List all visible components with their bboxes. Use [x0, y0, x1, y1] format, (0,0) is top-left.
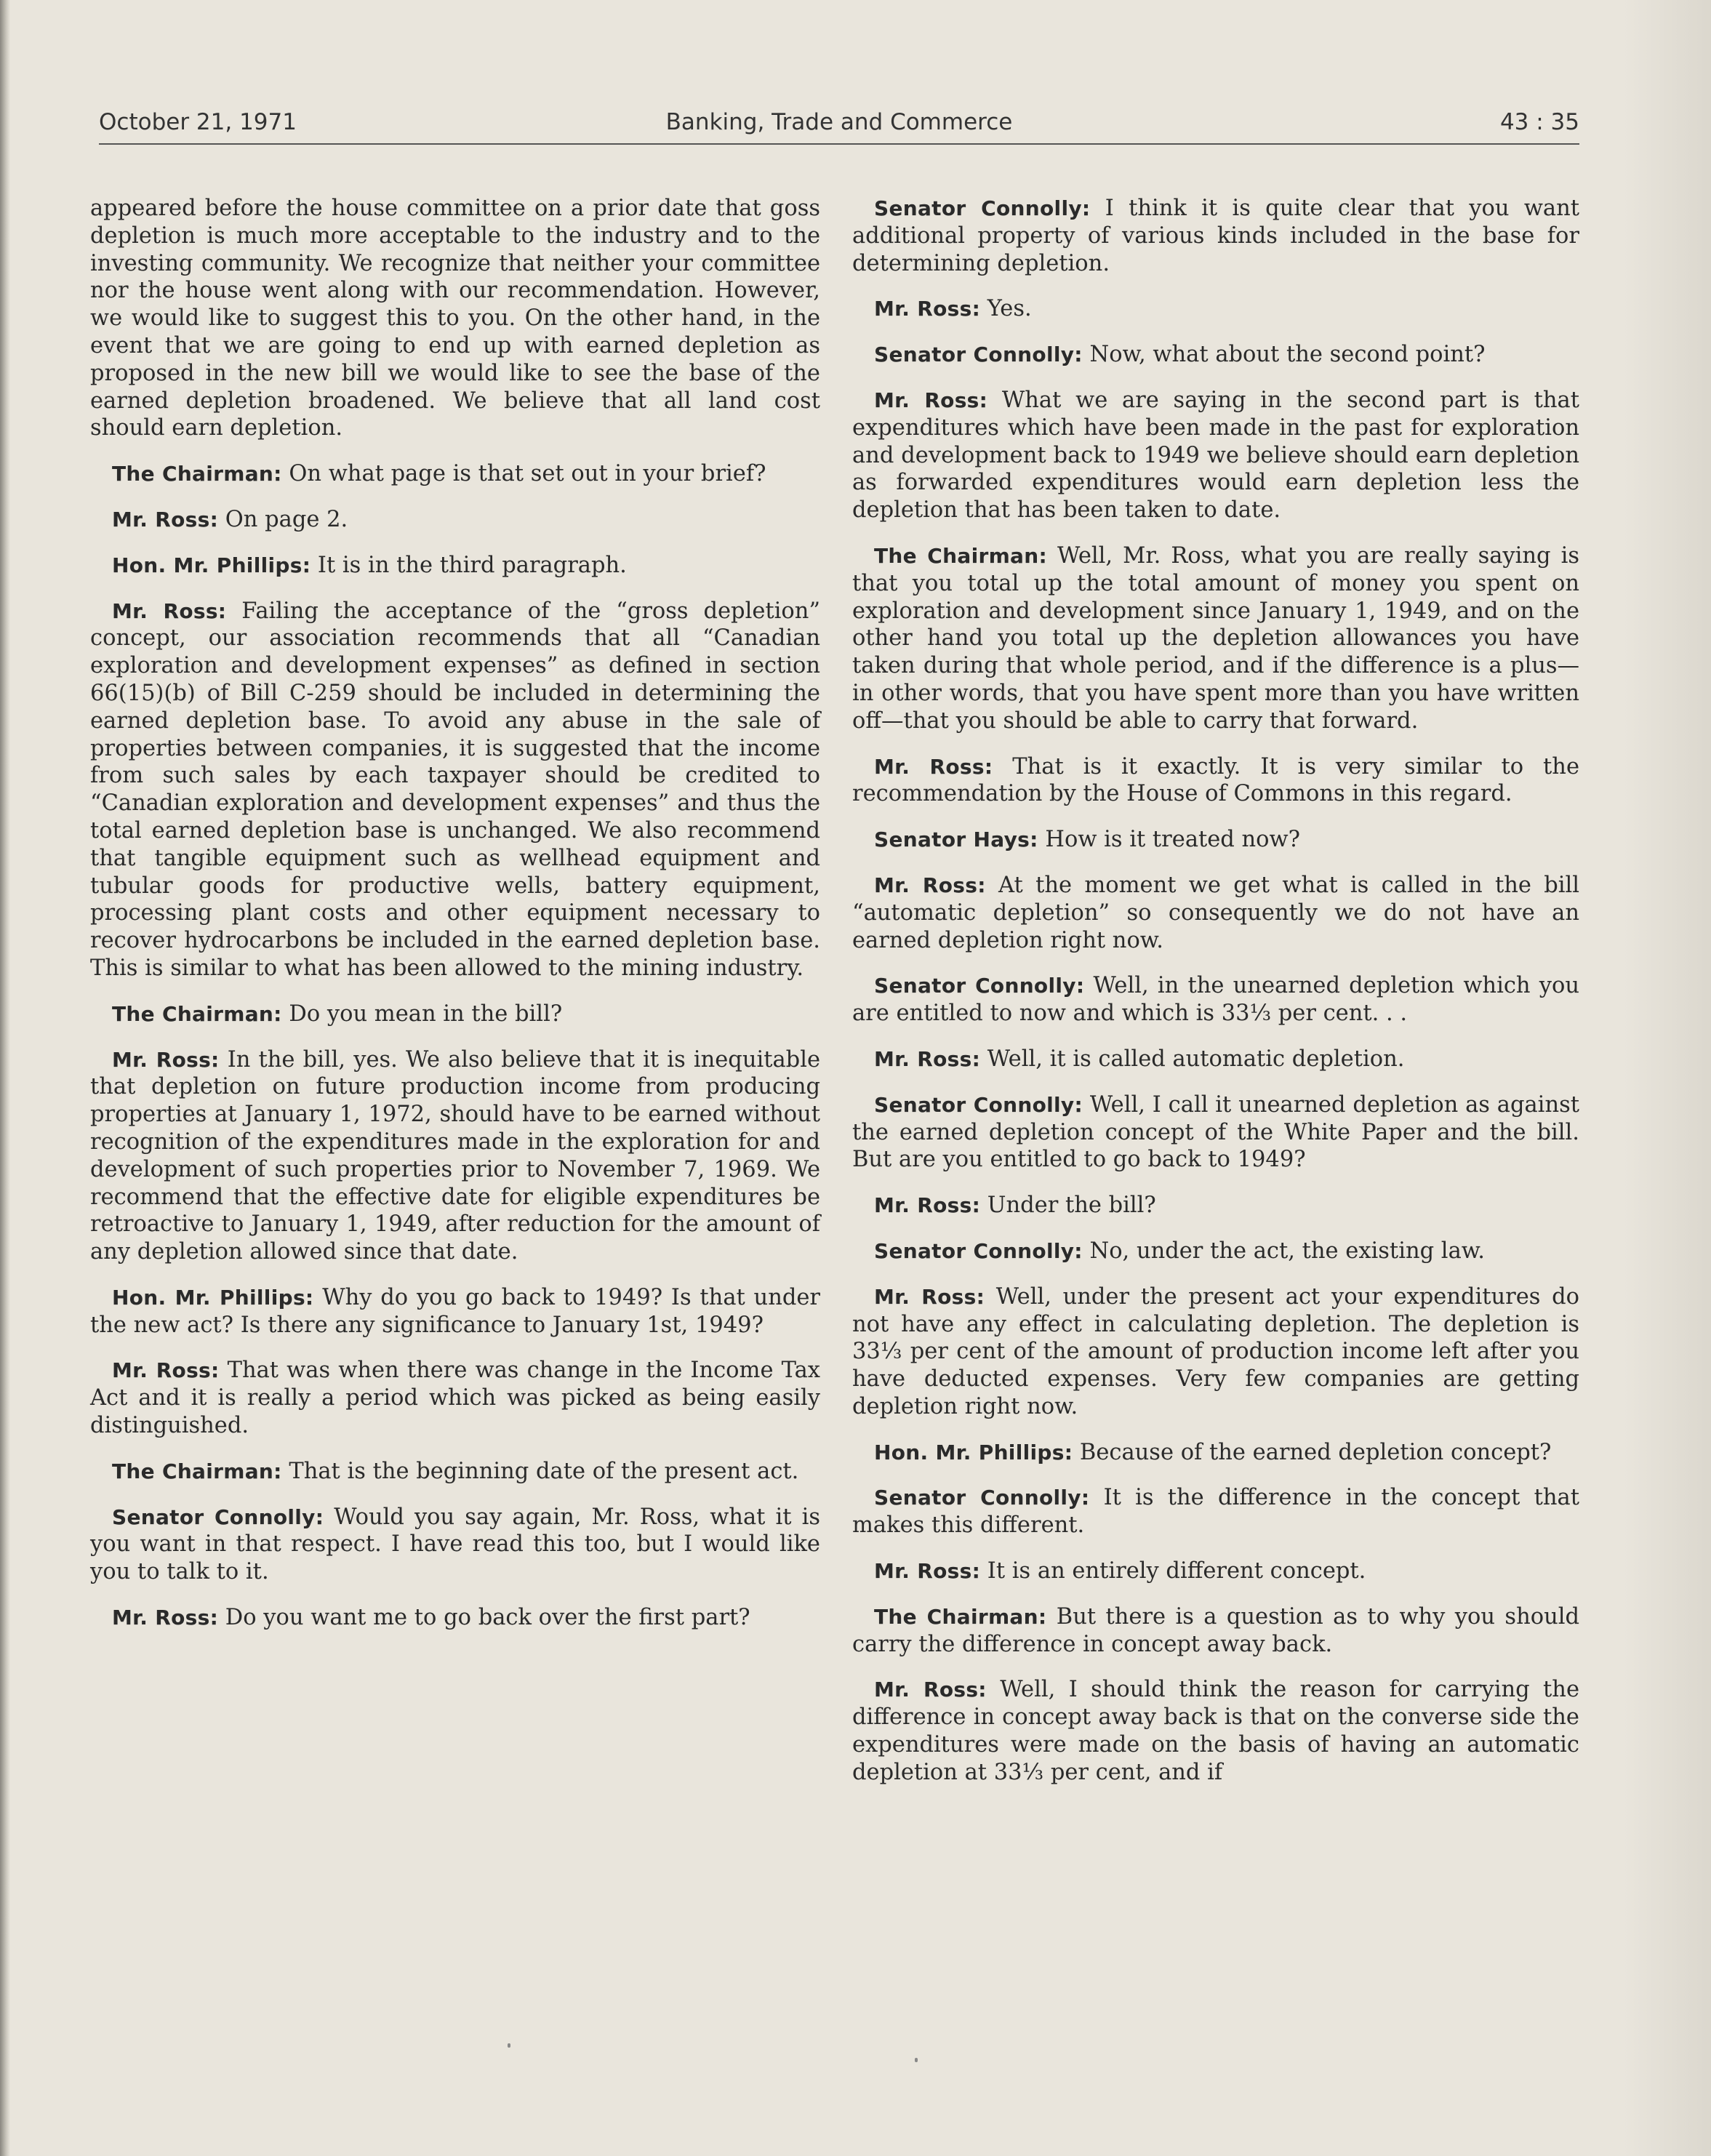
speech-text: Now, what about the second point?: [1089, 342, 1486, 368]
speaker-name: Senator Connolly:: [874, 1486, 1090, 1510]
speech-text: Well, it is called automatic depletion.: [987, 1046, 1405, 1072]
speech-text: Well, under the present act your expenditures do not have any effect in calculating depletion. The depletion is 33⅓ per cent of the amount of production income left after you have deducted expenses. Very few companies are getting depletion right now.: [852, 1283, 1580, 1419]
speech-text: On what page is that set out in your brief?: [289, 461, 766, 487]
speech-text: Yes.: [987, 296, 1032, 322]
speech-text: It is the difference in the concept that makes this different.: [852, 1485, 1580, 1539]
transcript-paragraph: [90, 195, 820, 442]
transcript-paragraph: [852, 1484, 1579, 1539]
speaker-name: Senator Connolly:: [874, 1092, 1083, 1117]
speaker-name: Mr. Ross:: [874, 1046, 981, 1071]
transcript-paragraph: [852, 972, 1579, 1027]
transcript-paragraph: [90, 1604, 820, 1632]
speaker-name: Senator Connolly:: [874, 974, 1085, 998]
transcript-paragraph: [90, 1458, 820, 1486]
transcript-paragraph: [90, 1357, 820, 1439]
speaker-name: Mr. Ross:: [874, 1678, 987, 1702]
speaker-name: Mr. Ross:: [874, 754, 993, 779]
speech-text: appeared before the house committee on a prior date that goss depletion is much more acceptable to the industry and to the investing community. We recognize that neither your committee nor the house went along with our recommendation. However, we would like to suggest this to you. On the other hand, in the event that we are going to end up with earned depletion as proposed in the new bill we would like to see the base of the earned depletion broadened. We believe that all land cost should earn depletion.: [90, 196, 820, 441]
running-header: [99, 109, 1579, 143]
transcript-paragraph: [90, 460, 820, 488]
header-date: October 21, 1971: [99, 109, 297, 135]
speech-text: In the bill, yes. We also believe that it is inequitable that depletion on future production income from producing properties at January 1, 1972, should have to be earned without recognition of the expenditures made in the exploration for and development of such properties prior to November 7, 1969. We recommend that the effective date for eligible expenditures be retroactive to January 1, 1949, after reduction for the amount of any depletion allowed since that date.: [90, 1046, 820, 1265]
speech-text: Do you mean in the bill?: [289, 1001, 563, 1027]
transcript-paragraph: [852, 341, 1579, 369]
transcript-paragraph: [90, 506, 820, 534]
right-column: [852, 195, 1579, 1805]
speaker-name: The Chairman:: [112, 1001, 282, 1026]
speech-text: But there is a question as to why you should carry the difference in concept away back.: [852, 1603, 1579, 1657]
print-speck: [915, 2058, 918, 2062]
speaker-name: Mr. Ross:: [112, 1606, 219, 1630]
speech-text: That is it exactly. It is very similar to the recommendation by the House of Commons in this regard.: [852, 753, 1579, 807]
transcript-paragraph: [852, 542, 1579, 735]
speech-text: That is the beginning date of the present act.: [289, 1458, 799, 1484]
speaker-name: The Chairman:: [874, 1604, 1047, 1629]
speech-text: That was when there was change in the Income Tax Act and it is really a period which was picked as being easily distinguished.: [90, 1358, 820, 1439]
speech-text: On page 2.: [225, 506, 348, 532]
speech-text: Under the bill?: [987, 1193, 1156, 1219]
speech-text: Would you say again, Mr. Ross, what it is you want in that respect. I have read this too, but I would like you to talk to it.: [90, 1504, 820, 1585]
speaker-name: Mr. Ross:: [874, 388, 988, 412]
speaker-name: Senator Connolly:: [874, 1238, 1083, 1263]
transcript-paragraph: [852, 195, 1579, 277]
speech-text: Well, I call it unearned depletion as against the earned depletion concept of the White Paper and the bill. But are you entitled to go back to 1949?: [852, 1091, 1579, 1173]
transcript-paragraph: [852, 753, 1579, 809]
transcript-paragraph: [852, 1238, 1579, 1265]
speaker-name: Mr. Ross:: [112, 598, 227, 623]
transcript-paragraph: [852, 295, 1579, 323]
speech-text: Well, Mr. Ross, what you are really saying is that you total up the total amount of money you spent on exploration and development since January 1, 1949, and on the other hand you total up the depletion allowances you have taken during that whole period, and if the difference is a plus—in other words, that you have spent more than you have written off—that you should be able to carry that forward.: [852, 542, 1579, 734]
transcript-paragraph: [90, 552, 820, 580]
speech-text: It is in the third paragraph.: [317, 552, 627, 578]
print-speck: [508, 2043, 510, 2048]
transcript-paragraph: [852, 387, 1579, 524]
transcript-paragraph: [852, 872, 1579, 954]
header-rule: [99, 143, 1579, 145]
speaker-name: Mr. Ross:: [874, 297, 981, 321]
transcript-paragraph: [852, 1046, 1579, 1073]
speaker-name: Mr. Ross:: [874, 1193, 981, 1218]
speech-text: Well, I should think the reason for carrying the difference in concept away back is that on the converse side the expenditures were made on the basis of having an automatic depletion at 33⅓ per cent, and if: [852, 1677, 1580, 1785]
left-column: [90, 195, 820, 1650]
speech-text: I think it is quite clear that you want additional property of various kinds included in the base for determining depletion.: [852, 196, 1580, 276]
speaker-name: Mr. Ross:: [112, 1047, 220, 1072]
transcript-paragraph: [90, 1284, 820, 1339]
speaker-name: Senator Connolly:: [874, 342, 1083, 367]
speaker-name: Senator Hays:: [874, 827, 1038, 852]
page-shadow: [1624, 0, 1711, 2156]
speaker-name: Hon. Mr. Phillips:: [874, 1440, 1073, 1464]
transcript-paragraph: [90, 598, 820, 982]
speaker-name: Mr. Ross:: [112, 507, 219, 532]
speaker-name: The Chairman:: [112, 1459, 282, 1483]
speech-text: Do you want me to go back over the first part?: [225, 1605, 750, 1631]
transcript-paragraph: [90, 1046, 820, 1266]
speaker-name: Mr. Ross:: [112, 1358, 220, 1383]
speech-text: No, under the act, the existing law.: [1089, 1238, 1485, 1264]
speech-text: Failing the acceptance of the “gross depletion” concept, our association recommends that all “Canadian exploration and development expenses” as defined in section 66(15)(b) of Bill C-259 should be included in determining the earned depletion base. To avoid any abuse in the sale of properties between companies, it is suggested that the income from such sales by each taxpayer should be credited to “Canadian exploration and development expenses” and thus the total earned depletion base is unchanged. We also recommend that tangible equipment such as wellhead equipment and tubular goods for productive wells, battery equipment, processing plant costs and other equipment necessary to recover hydrocarbons be included in the earned depletion base. This is similar to what has been allowed to the mining industry.: [90, 598, 820, 981]
speaker-name: Mr. Ross:: [874, 873, 986, 897]
page-binding-edge: [0, 0, 10, 2156]
speech-text: Because of the earned depletion concept?: [1079, 1439, 1552, 1465]
speech-text: How is it treated now?: [1045, 827, 1300, 853]
speech-text: What we are saying in the second part is that expenditures which have been made in the past for exploration and development back to 1949 we believe should earn depletion as forwarded expenditures would earn depletion less the depletion that has been taken to date.: [852, 387, 1579, 524]
speaker-name: The Chairman:: [112, 462, 282, 486]
transcript-paragraph: [852, 1676, 1579, 1786]
header-title: Banking, Trade and Commerce: [665, 109, 1013, 135]
speaker-name: The Chairman:: [874, 543, 1047, 568]
speaker-name: Mr. Ross:: [874, 1284, 985, 1309]
transcript-paragraph: [852, 1558, 1579, 1585]
speaker-name: Hon. Mr. Phillips:: [112, 1285, 314, 1310]
speech-text: Well, in the unearned depletion which you are entitled to now and which is 33⅓ per cent. . .: [852, 973, 1580, 1027]
transcript-paragraph: [852, 826, 1579, 854]
transcript-paragraph: [852, 1091, 1579, 1174]
header-page-number: 43 : 35: [1499, 109, 1579, 135]
speaker-name: Hon. Mr. Phillips:: [112, 553, 311, 577]
speech-text: Why do you go back to 1949? Is that under the new act? Is there any significance to January 1st, 1949?: [90, 1284, 820, 1338]
transcript-paragraph: [852, 1283, 1579, 1421]
transcript-paragraph: [90, 1001, 820, 1028]
speaker-name: Senator Connolly:: [874, 196, 1091, 220]
transcript-paragraph: [90, 1504, 820, 1586]
speech-text: At the moment we get what is called in the bill “automatic depletion” so consequently we do not have an earned depletion right now.: [852, 872, 1579, 953]
speech-text: It is an entirely different concept.: [987, 1558, 1366, 1584]
transcript-paragraph: [852, 1439, 1579, 1467]
transcript-paragraph: [852, 1192, 1579, 1219]
speaker-name: Mr. Ross:: [874, 1559, 981, 1584]
speaker-name: Senator Connolly:: [112, 1504, 324, 1529]
transcript-paragraph: [852, 1603, 1579, 1659]
